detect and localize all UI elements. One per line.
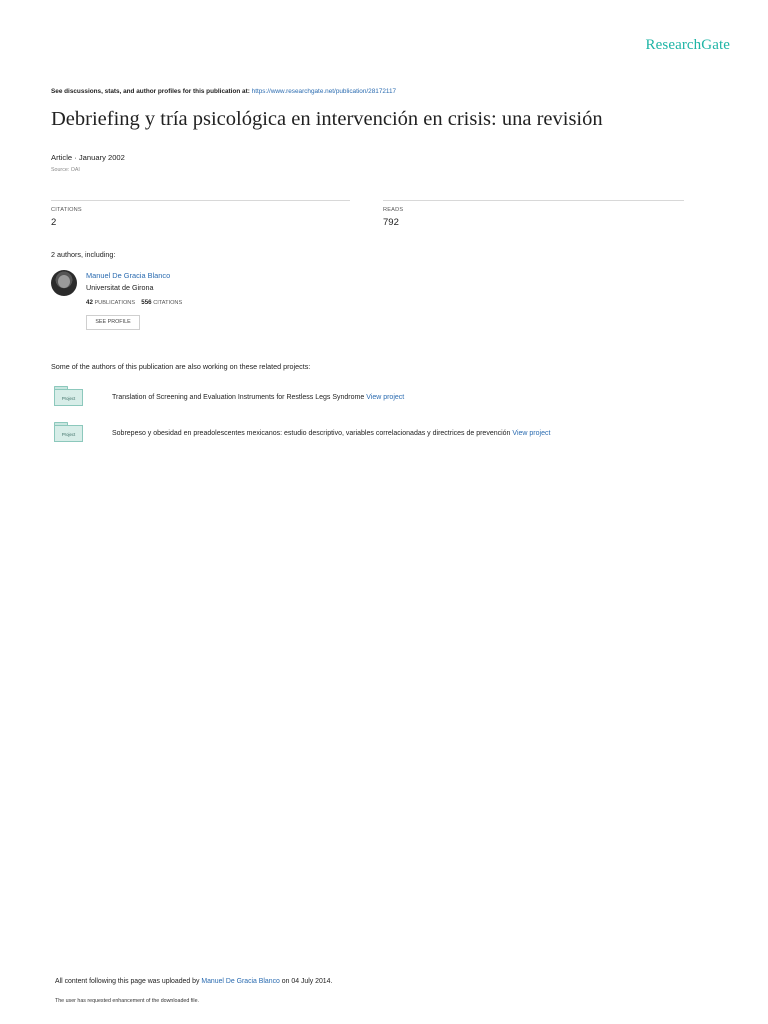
author-avatar[interactable] (51, 270, 77, 296)
project-title: Translation of Screening and Evaluation Instruments for Restless Legs Syndrome (112, 394, 365, 401)
project-icon-label: Project (54, 425, 83, 442)
view-project-link[interactable]: View project (512, 430, 551, 437)
view-project-link[interactable]: View project (366, 394, 405, 401)
citations-value: 2 (51, 217, 57, 228)
reads-label: READS (383, 207, 404, 213)
discussion-text: See discussions, stats, and author profiles for this publication at: (51, 88, 250, 95)
uploader-link[interactable]: Manuel De Gracia Blanco (201, 978, 280, 985)
researchgate-logo[interactable]: ResearchGate (645, 37, 730, 53)
publication-meta: Article · January 2002 (51, 153, 125, 162)
citations-label: CITATIONS (51, 207, 82, 213)
publication-source: Source: OAI (51, 167, 80, 173)
author-citations-label: CITATIONS (153, 300, 183, 306)
author-institution: Universitat de Girona (86, 283, 154, 292)
authors-heading: 2 authors, including: (51, 250, 116, 259)
discussion-line (51, 88, 396, 95)
author-publications-label: PUBLICATIONS (94, 300, 136, 306)
author-name-link[interactable]: Manuel De Gracia Blanco (86, 271, 171, 280)
reads-value: 792 (383, 217, 399, 228)
upload-suffix: on 04 July 2014. (281, 978, 333, 985)
related-project-item (112, 430, 550, 437)
related-projects-heading: Some of the authors of this publication are also working on these related projects: (51, 362, 311, 371)
project-folder-icon (54, 422, 83, 443)
publication-url-link[interactable]: https://www.researchgate.net/publication/28172117 (251, 88, 397, 95)
author-citations-count: 556 (141, 299, 152, 306)
project-folder-icon (54, 386, 83, 407)
project-title: Sobrepeso y obesidad en preadolescentes mexicanos: estudio descriptivo, variables correlacionadas y directrices de prevención (112, 430, 511, 437)
citations-divider (51, 200, 350, 201)
see-profile-button[interactable]: SEE PROFILE (86, 315, 140, 330)
author-stats (86, 299, 182, 306)
enhancement-note: The user has requested enhancement of the downloaded file. (55, 998, 199, 1004)
project-icon-label: Project (54, 389, 83, 406)
publication-title: Debriefing y tría psicológica en intervención en crisis: una revisión (51, 108, 603, 130)
upload-prefix: All content following this page was uploaded by (55, 978, 200, 985)
related-project-item (112, 394, 404, 401)
author-publications-count: 42 (86, 299, 93, 306)
upload-notice (55, 978, 332, 985)
reads-divider (383, 200, 684, 201)
